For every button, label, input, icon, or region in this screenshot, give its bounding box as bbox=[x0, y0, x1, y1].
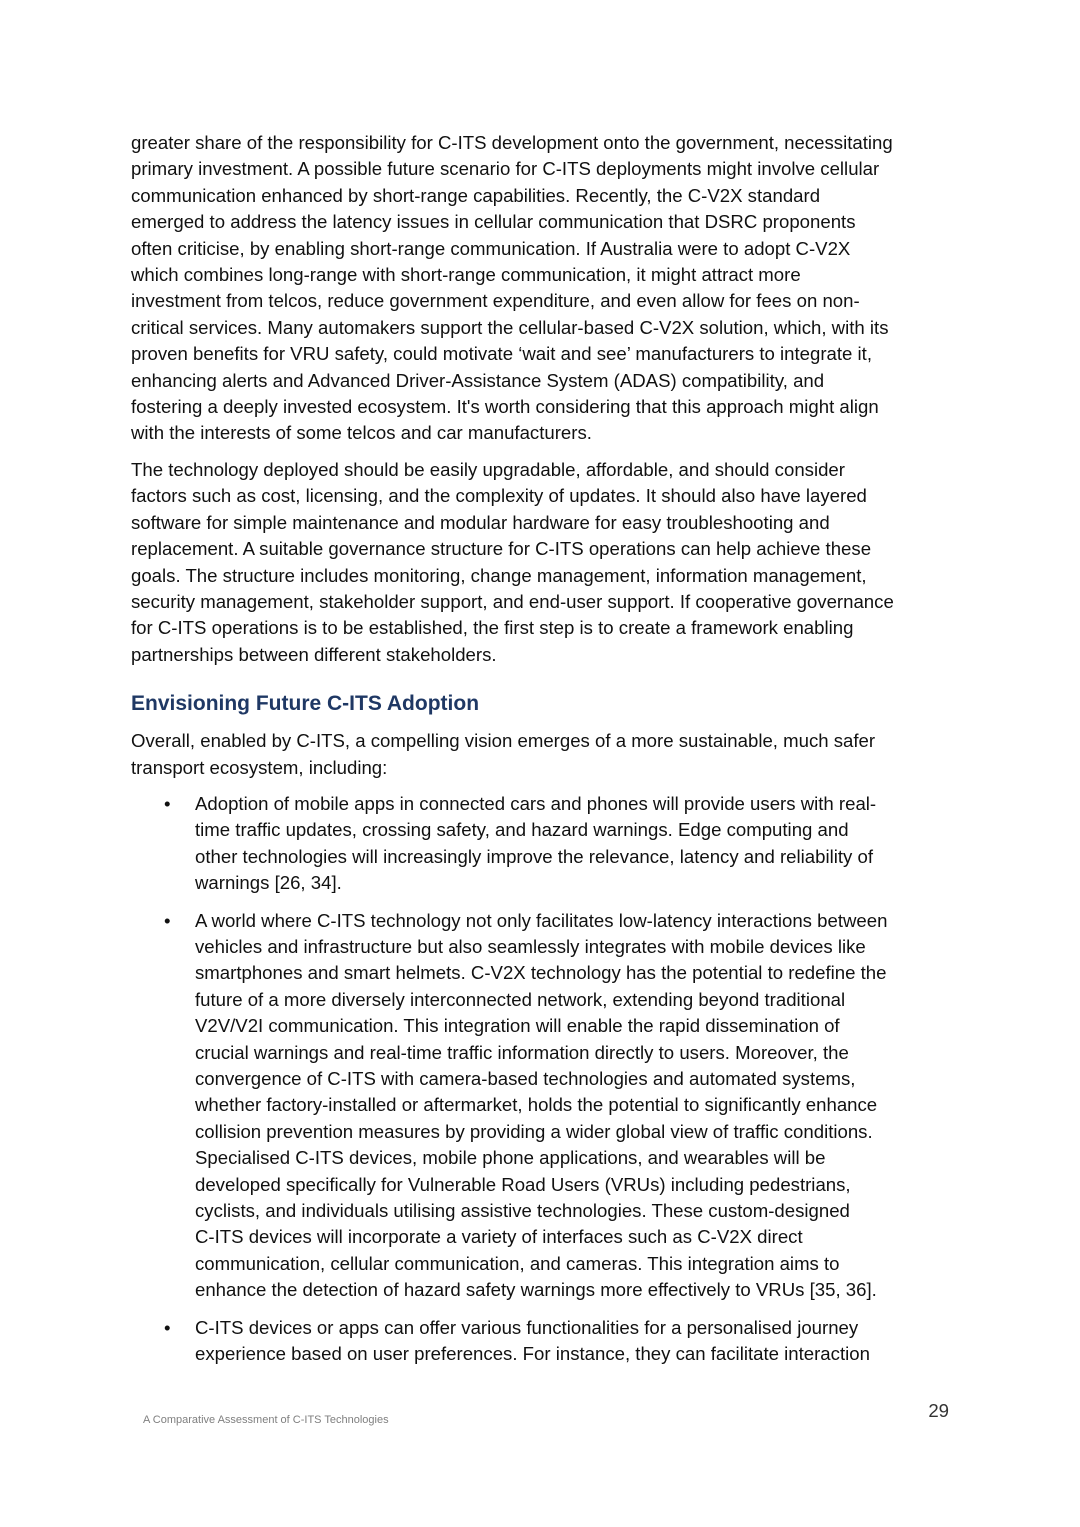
text-line: with the interests of some telcos and car manufacturers. bbox=[131, 422, 592, 444]
text-line: software for simple maintenance and modular hardware for easy troubleshooting and bbox=[131, 511, 830, 533]
page-number: 29 bbox=[928, 1400, 949, 1421]
text-line: security management, stakeholder support, and end-user support. If cooperative governance bbox=[131, 590, 894, 612]
text-line: for C-ITS operations is to be established, the first step is to create a framework enabling bbox=[131, 617, 854, 639]
text-line: future of a more diversely interconnected network, extending beyond traditional bbox=[195, 988, 846, 1010]
bullet-icon: • bbox=[164, 792, 171, 814]
text-line: enhance the detection of hazard safety warnings more effectively to VRUs [35, 36]. bbox=[195, 1279, 877, 1301]
text-line: other technologies will increasingly improve the relevance, latency and reliability of bbox=[195, 845, 873, 867]
text-line: warnings [26, 34]. bbox=[195, 872, 342, 894]
text-line: greater share of the responsibility for C-ITS development onto the government, necessitating bbox=[131, 132, 893, 153]
list-item bbox=[131, 1315, 961, 1368]
paragraph-government-investment bbox=[131, 130, 961, 447]
text-line: experience based on user preferences. For instance, they can facilitate interaction bbox=[195, 1343, 870, 1365]
paragraph-intro bbox=[131, 728, 961, 781]
text-line: often criticise, by enabling short-range communication. If Australia were to adopt C-V2X bbox=[131, 237, 851, 259]
footer-document-title: A Comparative Assessment of C-ITS Technologies bbox=[143, 1414, 389, 1426]
page-content bbox=[131, 130, 961, 1378]
text-line: replacement. A suitable governance structure for C-ITS operations can help achieve these bbox=[131, 538, 872, 560]
text-line: cyclists, and individuals utilising assistive technologies. These custom-designed bbox=[195, 1200, 850, 1222]
text-line: primary investment. A possible future scenario for C-ITS deployments might involve cellular bbox=[131, 158, 880, 180]
text-line: Specialised C-ITS devices, mobile phone applications, and wearables will be bbox=[195, 1147, 826, 1169]
text-line: proven benefits for VRU safety, could motivate ‘wait and see’ manufacturers to integrate it, bbox=[131, 343, 873, 365]
text-line: collision prevention measures by providing a wider global view of traffic conditions. bbox=[195, 1120, 873, 1142]
text-line: investment from telcos, reduce government expenditure, and even allow for fees on non- bbox=[131, 290, 860, 312]
text-line: enhancing alerts and Advanced Driver-Assistance System (ADAS) compatibility, and bbox=[131, 369, 825, 391]
text-line: which combines long-range with short-range communication, it might attract more bbox=[131, 264, 801, 286]
section-heading: Envisioning Future C-ITS Adoption bbox=[131, 692, 480, 716]
list-item bbox=[131, 908, 961, 1304]
bullet-list bbox=[131, 791, 961, 1368]
text-line: vehicles and infrastructure but also seamlessly integrates with mobile devices like bbox=[195, 935, 866, 957]
text-line: crucial warnings and real-time traffic information directly to users. Moreover, the bbox=[195, 1041, 849, 1063]
text-line: transport ecosystem, including: bbox=[131, 756, 388, 778]
paragraph-technology-governance bbox=[131, 457, 961, 668]
text-line: factors such as cost, licensing, and the complexity of updates. It should also have layered bbox=[131, 485, 867, 507]
bullet-icon: • bbox=[164, 909, 171, 931]
text-line: convergence of C-ITS with camera-based technologies and automated systems, bbox=[195, 1068, 856, 1089]
text-line: partnerships between different stakeholders. bbox=[131, 643, 497, 665]
text-line: whether factory-installed or aftermarket, holds the potential to significantly enhance bbox=[195, 1094, 878, 1116]
text-line: V2V/V2I communication. This integration will enable the rapid dissemination of bbox=[195, 1015, 840, 1037]
text-line: critical services. Many automakers support the cellular-based C-V2X solution, which, with its bbox=[131, 316, 889, 338]
list-item bbox=[131, 791, 961, 897]
text-line: A world where C-ITS technology not only facilitates low-latency interactions between bbox=[195, 909, 888, 931]
text-line: communication, cellular communication, and cameras. This integration aims to bbox=[195, 1252, 840, 1274]
bullet-icon: • bbox=[164, 1316, 171, 1338]
text-line: goals. The structure includes monitoring, change management, information management, bbox=[131, 564, 867, 586]
text-line: developed specifically for Vulnerable Road Users (VRUs) including pedestrians, bbox=[195, 1173, 851, 1195]
text-line: C-ITS devices will incorporate a variety of interfaces such as C-V2X direct bbox=[195, 1226, 803, 1248]
text-line: C-ITS devices or apps can offer various functionalities for a personalised journey bbox=[195, 1316, 859, 1338]
text-line: time traffic updates, crossing safety, and hazard warnings. Edge computing and bbox=[195, 819, 849, 841]
text-line: emerged to address the latency issues in cellular communication that DSRC proponents bbox=[131, 211, 856, 233]
text-line: Overall, enabled by C-ITS, a compelling vision emerges of a more sustainable, much safer bbox=[131, 730, 876, 752]
text-line: The technology deployed should be easily upgradable, affordable, and should consider bbox=[131, 458, 845, 480]
text-line: Adoption of mobile apps in connected cars and phones will provide users with real- bbox=[195, 792, 877, 814]
text-line: fostering a deeply invested ecosystem. It's worth considering that this approach might align bbox=[131, 396, 879, 418]
text-line: communication enhanced by short-range capabilities. Recently, the C-V2X standard bbox=[131, 184, 821, 206]
text-line: smartphones and smart helmets. C-V2X technology has the potential to redefine the bbox=[195, 962, 887, 984]
